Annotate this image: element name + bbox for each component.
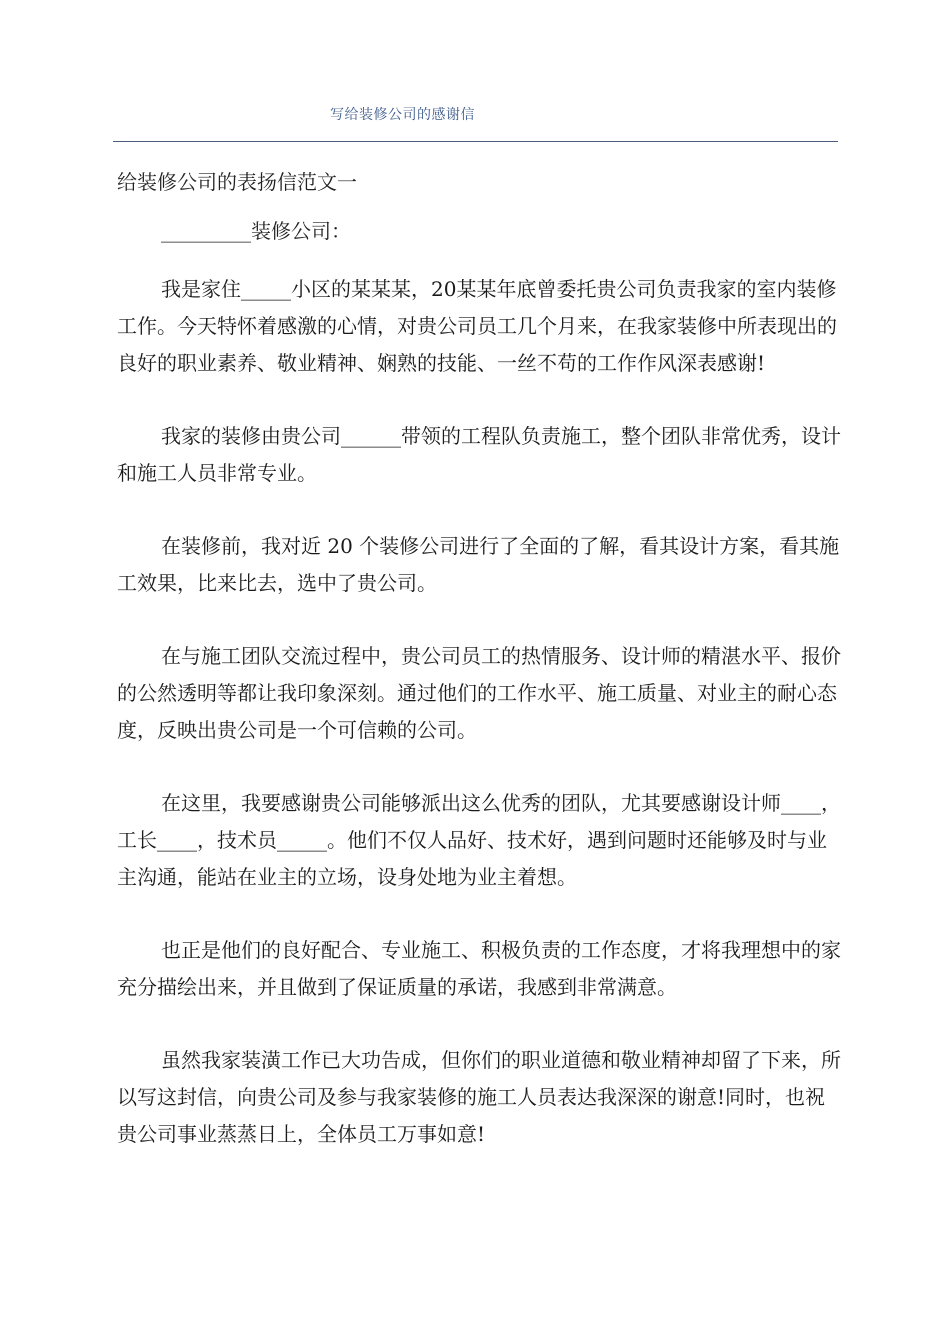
paragraph: 虽然我家装潢工作已大功告成，但你们的职业道德和敬业精神却留了下来，所以写这封信，向贵公司及参与我家装修的施工人员表达我深深的谢意!同时，也祝贵公司事业蒸蒸日上，全体员工万事如意!: [117, 1048, 841, 1146]
paragraph: 在这里，我要感谢贵公司能够派出这么优秀的团队，尤其要感谢设计师____，工长____，技术员_____。他们不仅人品好、技术好，遇到问题时还能够及时与业主沟通，能站在业主的立场，设身处地为业主着想。: [117, 791, 841, 889]
header-divider: [113, 141, 838, 142]
paragraph: 在装修前，我对近 20 个装修公司进行了全面的了解，看其设计方案，看其施工效果，比来比去，选中了贵公司。: [117, 534, 840, 595]
document-heading: 给装修公司的表扬信范文一: [117, 170, 357, 194]
page-header-title: 写给装修公司的感谢信: [330, 107, 475, 123]
paragraph: 也正是他们的良好配合、专业施工、积极负责的工作态度，才将我理想中的家充分描绘出来，并且做到了保证质量的承诺，我感到非常满意。: [117, 938, 841, 999]
paragraph: 在与施工团队交流过程中，贵公司员工的热情服务、设计师的精湛水平、报价的公然透明等都让我印象深刻。通过他们的工作水平、施工质量、对业主的耐心态度，反映出贵公司是一个可信赖的公司。: [117, 644, 841, 742]
letter-body: [117, 271, 842, 1189]
letter-salutation: _________装修公司：: [161, 219, 351, 243]
paragraph: 我家的装修由贵公司______带领的工程队负责施工，整个团队非常优秀，设计和施工人员非常专业。: [117, 424, 841, 485]
paragraph: 我是家住_____小区的某某某，20某某年底曾委托贵公司负责我家的室内装修工作。今天特怀着感激的心情，对贵公司员工几个月来，在我家装修中所表现出的良好的职业素养、敬业精神、娴熟的技能、一丝不苟的工作作风深表感谢!: [117, 277, 837, 375]
